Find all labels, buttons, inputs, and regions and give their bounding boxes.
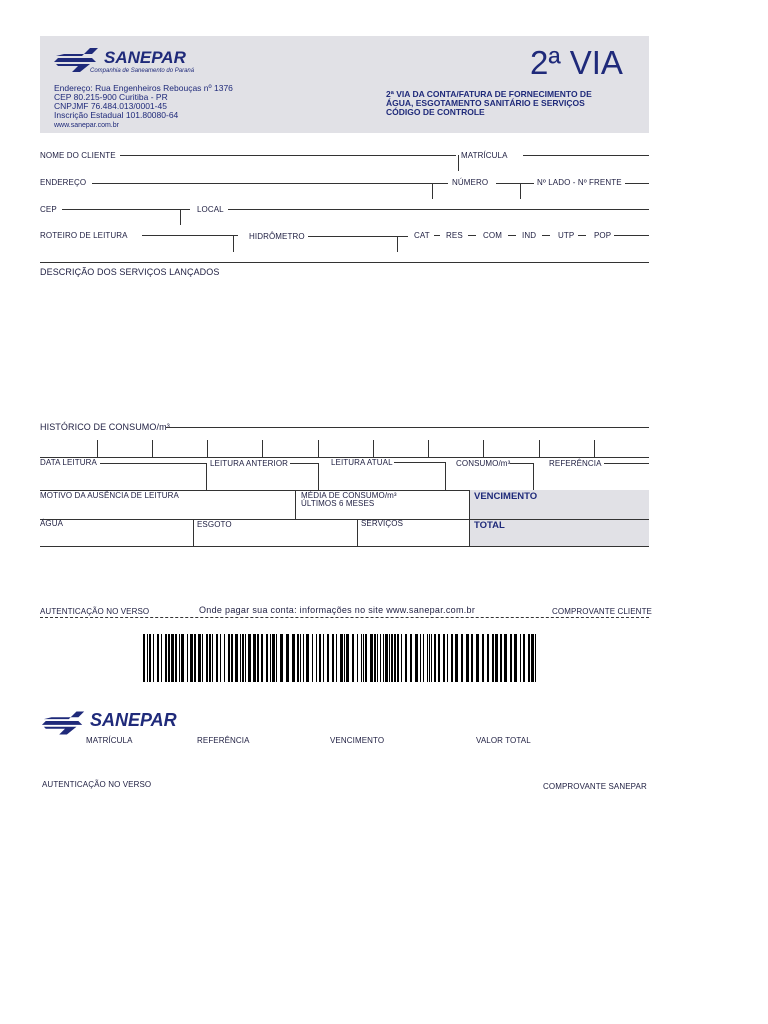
historico-tick xyxy=(373,440,374,457)
divider xyxy=(295,490,296,519)
field-nome-cliente[interactable] xyxy=(120,155,456,156)
label-leitura-anterior: LEITURA ANTERIOR xyxy=(210,459,289,468)
stub-label-referencia: REFERÊNCIA xyxy=(197,736,250,745)
label-comprovante-cliente: COMPROVANTE CLIENTE xyxy=(552,607,652,616)
field-local[interactable] xyxy=(228,209,649,210)
divider xyxy=(458,155,459,171)
page-title: 2ª VIA xyxy=(530,44,623,81)
label-referencia: REFERÊNCIA xyxy=(549,459,602,468)
section-divider xyxy=(40,519,649,520)
historico-tick xyxy=(428,440,429,457)
label-nome-cliente: NOME DO CLIENTE xyxy=(40,151,116,160)
label-motivo: MOTIVO DA AUSÊNCIA DE LEITURA xyxy=(40,491,179,500)
dash xyxy=(614,235,649,236)
subtitle-line: CÓDIGO DE CONTROLE xyxy=(386,107,485,117)
label-endereco: ENDEREÇO xyxy=(40,178,87,187)
label-data-leitura: DATA LEITURA xyxy=(40,458,97,467)
label-media-sub: ÚLTIMOS 6 MESES xyxy=(301,499,375,508)
historico-line xyxy=(166,427,649,428)
label-numero: NÚMERO xyxy=(452,178,489,187)
label-agua: ÁGUA xyxy=(40,519,64,528)
website: www.sanepar.com.br xyxy=(54,122,119,129)
dash xyxy=(434,235,440,236)
address-line: Inscrição Estadual 101.80080-64 xyxy=(54,110,179,120)
label-utp: UTP xyxy=(558,231,575,240)
field-matricula[interactable] xyxy=(523,155,649,156)
field-endereco[interactable] xyxy=(92,183,448,184)
field-lado-frente[interactable] xyxy=(625,183,649,184)
address-line: Endereço: Rua Engenheiros Rebouças nº 1376 xyxy=(54,83,233,93)
field-roteiro[interactable] xyxy=(142,235,238,236)
dash xyxy=(578,235,586,236)
field-leitura-atual[interactable] xyxy=(394,462,445,463)
label-matricula: MATRÍCULA xyxy=(461,151,508,160)
stub-label-comprovante-sanepar: COMPROVANTE SANEPAR xyxy=(543,782,647,791)
field-cep[interactable] xyxy=(62,209,190,210)
barcode xyxy=(143,634,537,682)
historico-tick xyxy=(539,440,540,457)
divider xyxy=(233,235,234,252)
subtitle-line: ÁGUA, ESGOTAMENTO SANITÁRIO E SERVIÇOS xyxy=(386,98,585,108)
cut-line xyxy=(40,617,649,618)
subtitle-line: 2ª VIA DA CONTA/FATURA DE FORNECIMENTO DE xyxy=(386,89,592,99)
divider xyxy=(432,183,433,199)
label-autenticacao-verso: AUTENTICAÇÃO NO VERSO xyxy=(40,607,150,616)
label-local: LOCAL xyxy=(197,205,224,214)
divider xyxy=(357,519,358,546)
stub-label-autenticacao: AUTENTICAÇÃO NO VERSO xyxy=(42,780,152,789)
field-numero[interactable] xyxy=(496,183,534,184)
label-historico: HISTÓRICO DE CONSUMO/m³ xyxy=(40,422,170,432)
historico-tick xyxy=(97,440,98,457)
label-descricao: DESCRIÇÃO DOS SERVIÇOS LANÇADOS xyxy=(40,267,220,277)
field-consumo[interactable] xyxy=(510,463,534,464)
divider xyxy=(397,236,398,252)
brand-name: SANEPAR xyxy=(104,48,186,67)
stub-label-matricula: MATRÍCULA xyxy=(86,736,133,745)
field-data-leitura[interactable] xyxy=(100,463,206,464)
field-hidrometro[interactable] xyxy=(308,236,408,237)
section-divider xyxy=(40,546,649,547)
divider xyxy=(180,209,181,225)
divider xyxy=(469,490,470,546)
dash xyxy=(468,235,476,236)
label-hidrometro: HIDRÔMETRO xyxy=(249,232,305,241)
historico-tick xyxy=(152,440,153,457)
section-divider xyxy=(40,262,649,263)
label-esgoto: ESGOTO xyxy=(197,520,232,529)
stub-label-valor-total: VALOR TOTAL xyxy=(476,736,531,745)
label-roteiro: ROTEIRO DE LEITURA xyxy=(40,231,128,240)
label-com: COM xyxy=(483,231,502,240)
descricao-area xyxy=(40,280,649,420)
historico-tick xyxy=(207,440,208,457)
label-res: RES xyxy=(446,231,463,240)
historico-tick xyxy=(594,440,595,457)
divider xyxy=(533,463,534,490)
field-referencia[interactable] xyxy=(604,463,649,464)
stub-label-vencimento: VENCIMENTO xyxy=(330,736,385,745)
divider xyxy=(193,519,194,546)
company-name: Companhia de Saneamento do Paraná xyxy=(90,68,195,74)
historico-tick xyxy=(318,440,319,457)
label-total: TOTAL xyxy=(474,520,505,531)
label-cep: CEP xyxy=(40,205,57,214)
label-cat: CAT xyxy=(414,231,430,240)
sanepar-logo-icon xyxy=(40,706,88,738)
field-leitura-anterior[interactable] xyxy=(290,463,318,464)
address-line: CEP 80.215-900 Curitiba - PR xyxy=(54,92,168,102)
label-leitura-atual: LEITURA ATUAL xyxy=(331,458,393,467)
header-panel xyxy=(40,36,649,133)
stub-brand-name: SANEPAR xyxy=(90,710,177,730)
historico-tick xyxy=(262,440,263,457)
label-media: MÉDIA DE CONSUMO/m³ xyxy=(301,491,397,500)
divider xyxy=(445,462,446,490)
label-consumo: CONSUMO/m³ xyxy=(456,459,511,468)
label-vencimento: VENCIMENTO xyxy=(474,491,538,502)
label-servicos: SERVIÇOS xyxy=(361,519,403,528)
label-pop: POP xyxy=(594,231,612,240)
historico-tick xyxy=(483,440,484,457)
label-lado-frente: Nº LADO - Nº FRENTE xyxy=(537,178,622,187)
dash xyxy=(542,235,550,236)
divider xyxy=(520,183,521,199)
divider xyxy=(318,463,319,490)
dash xyxy=(508,235,516,236)
address-line: CNPJMF 76.484.013/0001-45 xyxy=(54,101,167,111)
divider xyxy=(206,463,207,490)
label-ind: IND xyxy=(522,231,537,240)
onde-pagar-text: Onde pagar sua conta: informações no site www.sanepar.com.br xyxy=(199,605,476,615)
